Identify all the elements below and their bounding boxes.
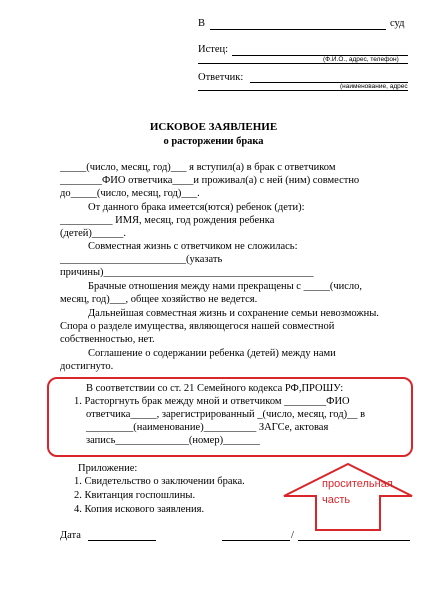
court-prefix: В [198,18,206,29]
signature-line [222,540,290,541]
defendant-line-2 [198,90,408,91]
petition-line-2: ответчика_____, зарегистрированный _(число, месяц, год)__ в [86,409,366,420]
marriage-end-line-2: месяц, год)___, общее хозяйство не ведется. [60,294,258,305]
relationship-line-3: причины)________________________________________ [60,267,314,278]
relationship-line-1: Совместная жизнь с ответчиком не сложилась: [88,241,298,252]
defendant-hint: (наименование, адрес [340,83,408,90]
petition-intro: В соответствии со ст. 21 Семейного кодекса РФ,ПРОШУ: [86,383,344,394]
children-intro: От данного брака имеется(ются) ребенок (дети): [88,202,305,213]
date-line [88,540,156,541]
petition-line-3: _________(наименование)__________ ЗАГСе, актовая [86,422,329,433]
marriage-end-line-1: Брачные отношения между нами прекращены с _____(число, [88,281,363,292]
plaintiff-hint: (Ф.И.О., адрес, телефон) [323,56,399,63]
agreement-line-1: Соглашение о содержании ребенка (детей) между нами [88,348,336,359]
petition-line-1: 1. Расторгнуть брак между мной и ответчиком ________ФИО [74,396,350,407]
defendant-label: Ответчик: [198,72,244,83]
name-line [298,540,410,541]
plaintiff-label: Истец: [198,44,229,55]
body-line-3: до_____(число, месяц, год)___. [60,188,200,199]
attachment-item: 2. Квитанция госпошлины. [74,490,196,501]
children-line-1: __________ ИМЯ, месяц, год рождения ребенка [60,215,275,226]
property-line-2: Спора о разделе имущества, являющегося нашей совместной [60,321,335,332]
callout-label-line-2: часть [322,494,351,506]
property-line-1: Дальнейшая совместная жизнь и сохранение семьи невозможны. [88,308,379,319]
document-title: ИСКОВОЕ ЗАЯВЛЕНИЕ [149,121,278,133]
date-label: Дата [60,530,81,541]
signature-slash: / [291,530,294,541]
plaintiff-line-2 [198,63,408,64]
children-line-2: (детей)______. [60,228,126,239]
agreement-line-2: достигнуто. [60,361,114,372]
court-suffix: суд [390,18,405,29]
attachment-item: 4. Копия искового заявления. [74,504,205,515]
body-line-2: ________ФИО ответчика____и проживал(а) с ней (ним) совместно [60,175,360,186]
property-line-3: собственностью, нет. [60,334,155,345]
court-name-line [210,29,386,30]
document-subtitle: о расторжении брака [163,136,264,147]
body-line-1: _____(число, месяц, год)___ я вступил(а) в брак с ответчиком [60,162,336,173]
attachments-heading: Приложение: [78,463,138,474]
petition-line-4: запись______________(номер)_______ [86,435,260,446]
attachment-item: 1. Свидетельство о заключении брака. [74,476,245,487]
relationship-line-2: ________________________(указать [60,254,223,265]
callout-label-line-1: просительная [322,478,393,490]
